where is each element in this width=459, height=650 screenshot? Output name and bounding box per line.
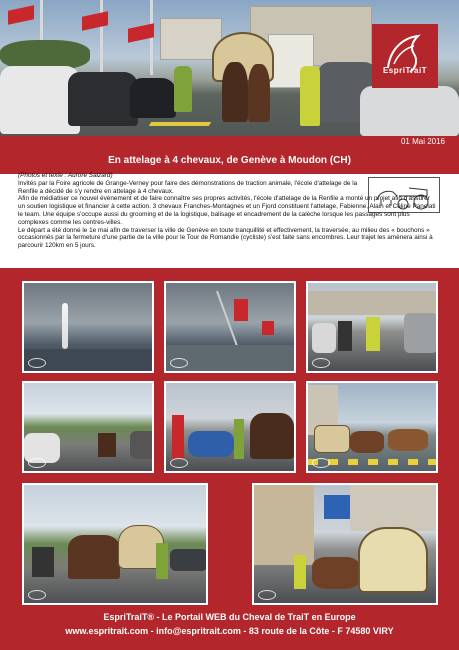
- watermark-icon: [28, 458, 46, 468]
- horse: [248, 64, 270, 122]
- gallery-photo-fountain: [22, 281, 154, 373]
- watermark-icon: [28, 358, 46, 368]
- photo-credit: (Photos et texte : Aurore Salzard): [18, 172, 113, 179]
- watermark-icon: [258, 590, 276, 600]
- motorbike: [338, 321, 352, 351]
- watermark-icon: [28, 590, 46, 600]
- brand-logo: [372, 24, 438, 88]
- building: [350, 485, 438, 531]
- jet-fountain: [62, 303, 68, 349]
- person: [300, 66, 320, 126]
- gallery-photo-traffic: [22, 381, 154, 473]
- horses: [98, 433, 116, 457]
- building: [254, 485, 314, 565]
- car: [404, 313, 438, 353]
- blue-car: [188, 431, 234, 457]
- footer-tagline: EspriTraiT® - Le Portail WEB du Cheval de TraiT en Europe: [103, 612, 356, 622]
- horse-logo-icon: [372, 24, 438, 88]
- horses: [388, 429, 428, 451]
- paragraph: Invités par la Foire agricole de Grange-Verney pour faire des démonstrations de traction animale, l'école d'attelage de la Renfile a décidé de s'y rendre en attelage à 4 chevaux.: [18, 179, 358, 195]
- gallery-photo-team-on-road: [22, 483, 208, 605]
- person: [234, 419, 244, 459]
- carriage: [314, 425, 350, 453]
- paragraph: Afin de médiatiser ce nouvel événement et de faire connaître ses propres activités, l'école d'attelage de la Renfile a monté un projet afin d'assurer un soutien logistique et financier à cette action. 3 chevaux Franches-Montagnes et un Fjord constituent l'attelage, Fabienne, Alain et Céline Panelati le team. Une équipe s'occupe aussi du grooming et de la logistique, balisage et encadrement de la calèche lorsque les passages sont plus complexes comme les centres-villes.: [18, 195, 436, 226]
- flag: [8, 5, 34, 25]
- person: [156, 543, 168, 579]
- flag: [262, 321, 274, 335]
- gallery-photo-horses-cars: [164, 381, 296, 473]
- watermark-icon: [170, 458, 188, 468]
- gallery-photo-crossing: [306, 381, 438, 473]
- gallery-photo-escort: [306, 281, 438, 373]
- horses: [250, 413, 294, 459]
- person: [174, 66, 192, 112]
- person: [294, 555, 306, 589]
- car: [130, 431, 154, 459]
- building: [308, 291, 438, 315]
- carriage: [358, 527, 428, 593]
- watermark-icon: [312, 458, 330, 468]
- article-body: [18, 172, 438, 250]
- dark-car: [68, 72, 138, 126]
- road-sign: [324, 495, 350, 519]
- horses: [312, 557, 360, 589]
- white-car: [360, 86, 459, 136]
- horses: [350, 431, 384, 453]
- flag: [82, 11, 108, 31]
- road-marking: [149, 122, 211, 126]
- watermark-icon: [312, 358, 330, 368]
- paragraph: Le départ a été donné le 1e mai afin de traverser la ville de Genève en toute tranquillité et effectivement, la traversée, au milieu des « bouchons » occasionnés par la fermeture d'une partie de la ville pour le Tour de Romandie (cycliste) s'est faite sans encombres. Leur trajet les amènera ainsi à parcourir 120km en 5 jours.: [18, 226, 433, 250]
- article-title: En attelage à 4 chevaux, de Genève à Moudon (CH): [108, 155, 351, 166]
- car: [312, 323, 336, 353]
- publication-date: 01 Mai 2016: [400, 137, 445, 146]
- gallery-photo-flags-harbour: [164, 281, 296, 373]
- dark-car: [130, 78, 176, 118]
- gallery-photo-carriage-city: [252, 483, 438, 605]
- person: [172, 415, 184, 459]
- flag: [234, 299, 248, 321]
- watermark-icon: [170, 358, 188, 368]
- car: [170, 549, 208, 571]
- person: [366, 317, 380, 351]
- horse: [222, 62, 248, 122]
- brand-logo-text: EspriTraiT: [382, 66, 428, 75]
- motorbike: [32, 547, 54, 577]
- horses: [68, 535, 120, 579]
- footer-contact: www.espritrait.com - info@espritrait.com - 83 route de la Côte - F 74580 VIRY: [65, 626, 394, 636]
- date-band: [0, 136, 459, 150]
